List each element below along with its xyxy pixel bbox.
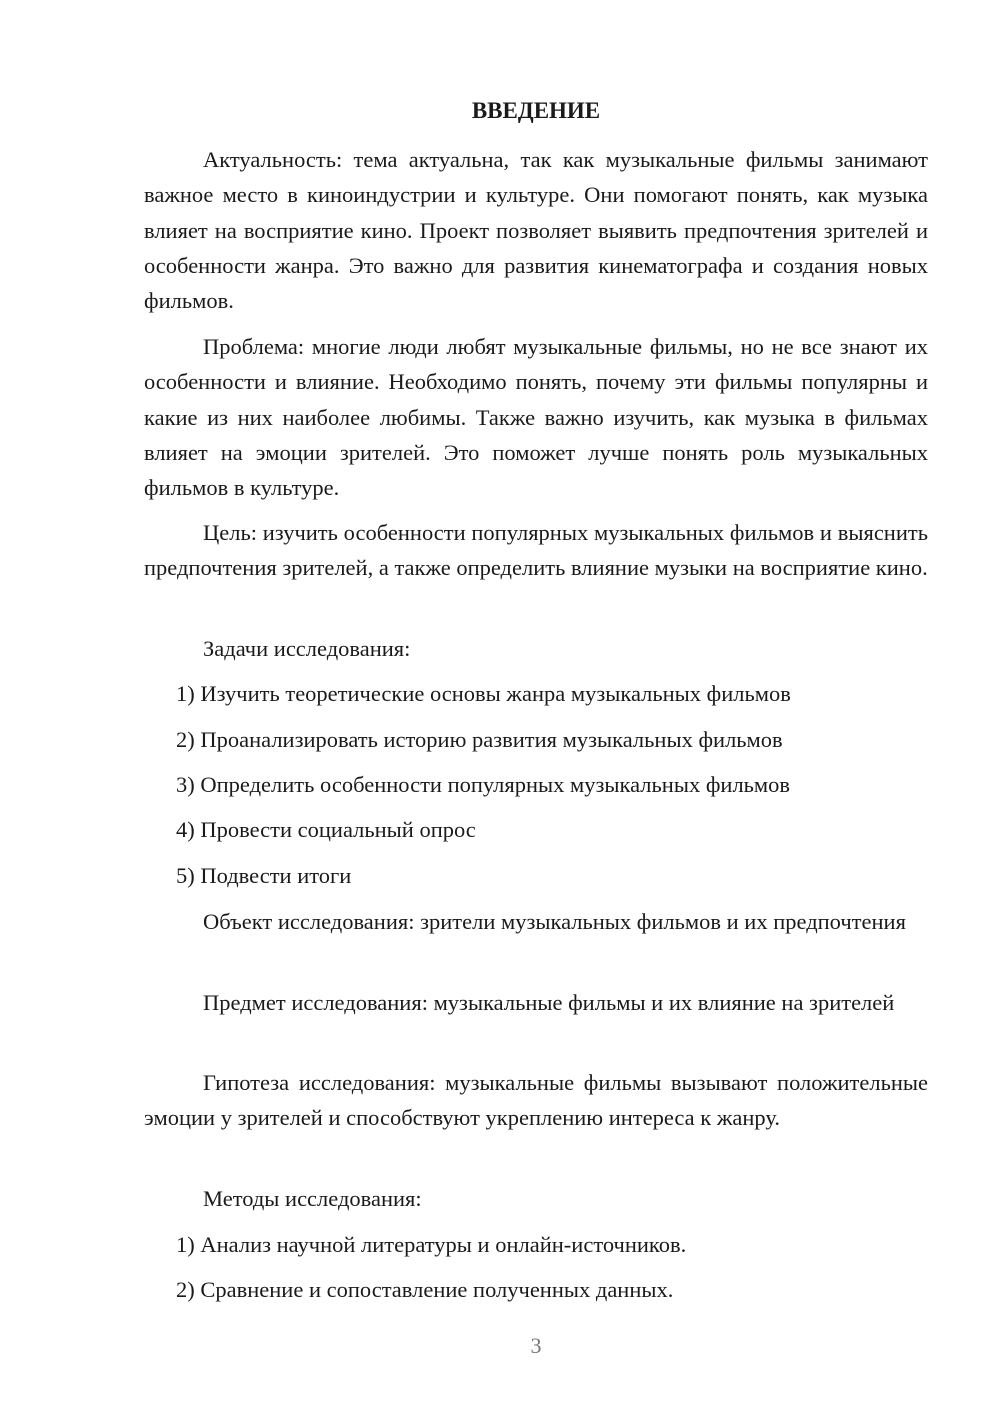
tasks-label: Задачи исследования:: [203, 636, 411, 661]
object-paragraph: Объект исследования: зрители музыкальных фильмов и их предпочтения: [203, 909, 906, 934]
goal-paragraph: Цель: изучить особенности популярных музыкальных фильмов и выяснить предпочтения зрителей, а также определить влияние музыки на восприятие кино.: [144, 520, 928, 581]
task-item-1: 1) Изучить теоретические основы жанра музыкальных фильмов: [176, 681, 791, 706]
section-heading: ВВЕДЕНИЕ: [471, 98, 601, 123]
subject-paragraph: Предмет исследования: музыкальные фильмы и их влияние на зрителей: [203, 990, 895, 1015]
relevance-paragraph: Актуальность: тема актуальна, так как музыкальные фильмы занимают важное место в киноиндустрии и культуре. Они помогают понять, как музыка влияет на восприятие кино. Проект позволяет выявить предпочтения зрителей и особенности жанра. Это важно для развития кинематографа и создания новых фильмов.: [144, 147, 928, 314]
method-item-1: 1) Анализ научной литературы и онлайн-источников.: [176, 1232, 687, 1257]
task-item-3: 3) Определить особенности популярных музыкальных фильмов: [176, 772, 791, 797]
hypothesis-paragraph: Гипотеза исследования: музыкальные фильмы вызывают положительные эмоции у зрителей и способствуют укреплению интереса к жанру.: [144, 1070, 928, 1131]
methods-label: Методы исследования:: [203, 1186, 422, 1211]
task-item-2: 2) Проанализировать историю развития музыкальных фильмов: [176, 727, 783, 752]
task-item-5: 5) Подвести итоги: [176, 863, 352, 888]
method-item-2: 2) Сравнение и сопоставление полученных данных.: [176, 1277, 674, 1302]
task-item-4: 4) Провести социальный опрос: [176, 817, 476, 842]
page-number: 3: [530, 1333, 542, 1358]
problem-paragraph: Проблема: многие люди любят музыкальные фильмы, но не все знают их особенности и влияние. Необходимо понять, почему эти фильмы популярны и какие из них наиболее любимы. Также важно изучить, как музыка в фильмах влияет на эмоции зрителей. Это поможет лучше понять роль музыкальных фильмов в культуре.: [144, 334, 928, 501]
